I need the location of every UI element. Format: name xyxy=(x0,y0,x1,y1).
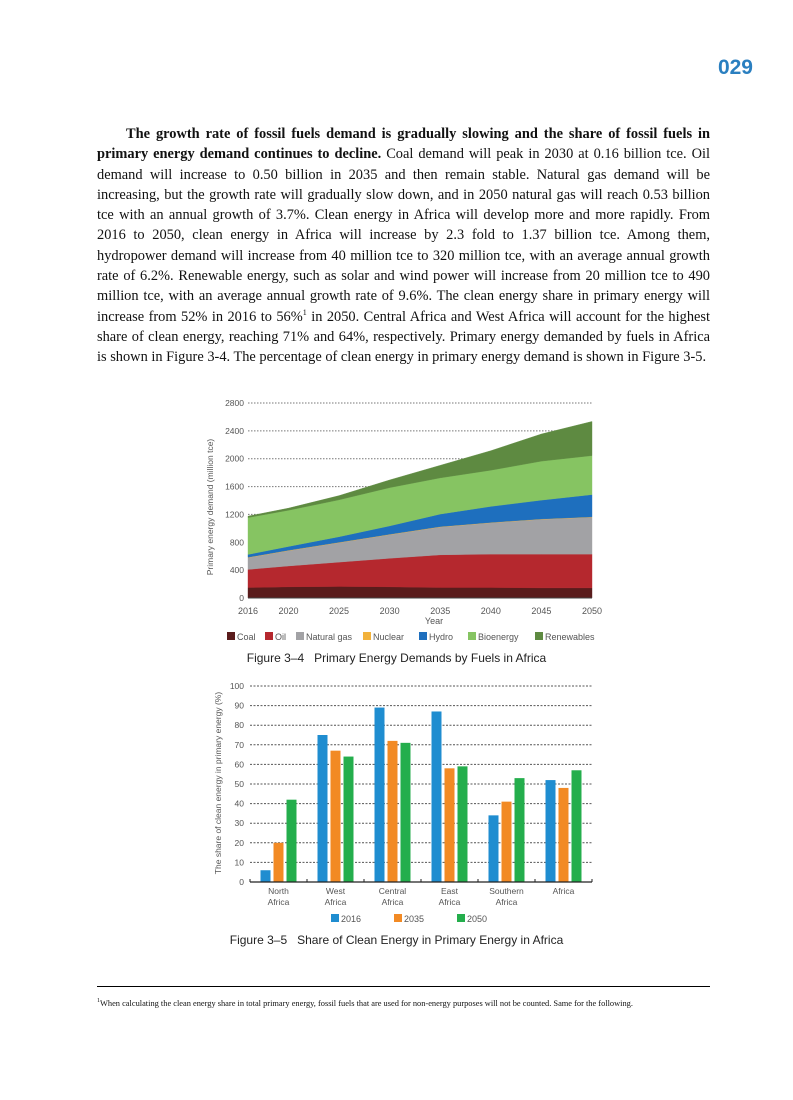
area-y-tick-label: 800 xyxy=(229,537,244,548)
legend-item-oil xyxy=(265,632,286,642)
bar-group-africa xyxy=(546,770,582,882)
legend-item-2035 xyxy=(394,914,424,924)
area-chart-y-ticks xyxy=(225,398,244,603)
bar-2016 xyxy=(375,708,385,882)
bar-2035 xyxy=(388,741,398,882)
bar-y-tick-label: 10 xyxy=(234,857,244,868)
legend-swatch xyxy=(468,632,476,640)
bar-y-tick-label: 100 xyxy=(229,681,244,691)
bar-y-tick-label: 90 xyxy=(234,700,244,711)
legend-label: Oil xyxy=(275,632,286,642)
bar-2050 xyxy=(401,743,411,882)
legend-label: Nuclear xyxy=(373,632,405,642)
bar-2035 xyxy=(274,843,284,882)
legend-item-natural-gas xyxy=(296,632,353,642)
legend-label: Bioenergy xyxy=(478,632,519,642)
figure-3-4-caption xyxy=(0,651,793,665)
area-chart-layers xyxy=(248,421,592,598)
bar-y-tick-label: 30 xyxy=(234,818,244,829)
bar-x-tick-line: East xyxy=(440,886,459,896)
area-y-tick-label: 1200 xyxy=(225,509,244,520)
bar-group-southern-africa xyxy=(489,778,525,882)
bar-chart-bars xyxy=(261,708,582,882)
legend-label: 2016 xyxy=(341,914,362,924)
bar-y-tick-label: 80 xyxy=(234,720,244,731)
legend-item-renewables xyxy=(535,632,595,642)
area-chart-x-axis-label: Year xyxy=(424,616,444,626)
bar-2050 xyxy=(287,800,297,882)
footnote xyxy=(97,998,717,1008)
bar-group-north-africa xyxy=(261,800,297,882)
legend-label: Coal xyxy=(237,632,256,642)
legend-item-2050 xyxy=(457,914,487,924)
bar-x-tick-label xyxy=(268,886,290,907)
figure-3-5-number: Figure 3–5 xyxy=(229,933,288,947)
legend-item-coal xyxy=(227,632,256,642)
bar-y-tick-label: 60 xyxy=(234,759,244,770)
legend-item-nuclear xyxy=(363,632,404,642)
bar-x-tick-line: Central xyxy=(378,886,407,896)
figure-3-5-title: Share of Clean Energy in Primary Energy in Africa xyxy=(297,933,564,947)
area-chart-legend xyxy=(227,632,595,642)
legend-swatch xyxy=(265,632,273,640)
legend-item-bioenergy xyxy=(468,632,519,642)
bar-y-tick-label: 40 xyxy=(234,798,244,809)
bar-x-tick-label xyxy=(325,886,347,907)
bar-chart-legend xyxy=(331,914,487,924)
bar-x-tick-line: Africa xyxy=(324,897,347,907)
bar-y-tick-label: 0 xyxy=(239,877,244,887)
bar-x-tick-line: Africa xyxy=(381,897,404,907)
bar-group-central-africa xyxy=(375,708,411,882)
legend-item-2016 xyxy=(331,914,361,924)
area-chart-y-axis-label: Primary energy demand (million tce) xyxy=(205,438,215,576)
footnote-text: When calculating the clean energy share in total primary energy, fossil fuels that are used for non-energy purposes will not be counted. Same for the following. xyxy=(100,998,633,1008)
bar-group-east-africa xyxy=(432,711,468,882)
page-number: 029 xyxy=(717,56,753,79)
bar-chart-x-axis xyxy=(250,879,592,882)
legend-swatch xyxy=(394,914,402,922)
paragraph-text-1: Coal demand will peak in 2030 at 0.16 billion tce. Oil demand will increase to 0.50 billion in 2035 and then remain stable. Natural gas demand will be increasing, but the growth rate will gradually slow down, and in 2050 natural gas will reach 0.53 billion tce with an annual growth of 3.7%. Clean energy in Africa will develop more and more rapidly. From 2016 to 2050, clean energy in Africa will increase by 2.3 fold to 1.37 billion tce. Among them, hydropower demand will increase from 40 million tce to 320 million tce, with an average annual growth rate of 6.2%. Renewable energy, such as solar and wind power will increase from 20 million tce to 490 million tce, with an average annual growth rate of 9.6%. The clean energy share in primary energy will increase from 52% in 2016 to 56% xyxy=(97,146,710,325)
bar-y-tick-label: 70 xyxy=(234,739,244,750)
bar-2050 xyxy=(458,766,468,882)
bar-chart-y-ticks xyxy=(230,681,244,887)
area-y-tick-label: 400 xyxy=(229,565,244,576)
area-x-tick-label: 2050 xyxy=(581,606,603,616)
bar-x-tick-line: West xyxy=(325,886,346,896)
legend-swatch xyxy=(535,632,543,640)
footnote-divider xyxy=(97,986,710,987)
area-y-tick-label: 2000 xyxy=(225,453,244,464)
area-y-tick-label: 0 xyxy=(239,593,244,603)
area-y-tick-label: 2800 xyxy=(225,398,244,408)
area-x-tick-label: 2025 xyxy=(329,606,350,616)
bar-2016 xyxy=(489,815,499,882)
area-x-tick-label: 2035 xyxy=(430,606,451,616)
legend-swatch xyxy=(331,914,339,922)
bar-2035 xyxy=(502,802,512,882)
bar-2035 xyxy=(559,788,569,882)
figure-3-4-number: Figure 3–4 xyxy=(246,651,305,665)
bar-x-tick-line: Africa xyxy=(552,886,575,896)
bar-x-tick-label xyxy=(379,886,407,907)
bar-2050 xyxy=(344,757,354,882)
bar-2035 xyxy=(445,768,455,882)
legend-swatch xyxy=(457,914,465,922)
paragraph-lead: The growth rate of fossil fuels demand is gradually slowing and the share of fossil fuels in primary energy demand continues to decline. xyxy=(97,126,710,163)
bar-2050 xyxy=(572,770,582,882)
bar-x-tick-label xyxy=(553,886,575,896)
legend-label: Renewables xyxy=(545,632,595,642)
bar-group-west-africa xyxy=(318,735,354,882)
bar-y-tick-label: 50 xyxy=(234,779,244,789)
legend-swatch xyxy=(363,632,371,640)
bar-2016 xyxy=(546,780,556,882)
legend-label: 2035 xyxy=(404,914,425,924)
bar-2016 xyxy=(261,870,271,882)
legend-swatch xyxy=(419,632,427,640)
legend-swatch xyxy=(227,632,235,640)
area-x-tick-label: 2020 xyxy=(278,606,299,616)
legend-item-hydro xyxy=(419,632,453,642)
bar-x-tick-label xyxy=(439,886,461,907)
bar-2035 xyxy=(331,751,341,882)
area-layer-coal xyxy=(248,587,592,598)
bar-x-tick-line: Africa xyxy=(495,897,518,907)
area-x-tick-label: 2045 xyxy=(531,606,552,616)
bar-y-tick-label: 20 xyxy=(234,837,244,848)
bar-2050 xyxy=(515,778,525,882)
bar-x-tick-line: North xyxy=(268,886,289,896)
paragraph-text-2: in 2050. Central Africa and West Africa will account for the highest share of clean energy, reaching 71% and 64%, respectively. Primary energy demanded by fuels in Africa is shown in Figure 3-4. The percentage of clean energy in primary energy demand is shown in Figure 3-5. xyxy=(97,308,710,366)
bar-x-tick-label xyxy=(489,886,524,907)
bar-chart-y-axis-label: The share of clean energy in primary energy (%) xyxy=(213,691,223,875)
legend-swatch xyxy=(296,632,304,640)
area-x-tick-label: 2016 xyxy=(237,606,259,616)
area-y-tick-label: 2400 xyxy=(225,425,244,436)
bar-chart xyxy=(0,670,793,930)
legend-label: Hydro xyxy=(429,632,454,642)
figure-3-5-caption xyxy=(0,933,793,947)
bar-chart-x-ticks xyxy=(268,886,575,907)
area-x-tick-label: 2040 xyxy=(480,606,501,616)
legend-label: 2050 xyxy=(467,914,488,924)
bar-chart-gridlines xyxy=(250,686,592,862)
area-chart-x-ticks xyxy=(238,606,602,616)
footnote-reference[interactable]: 1 xyxy=(302,307,307,317)
bar-x-tick-line: Africa xyxy=(438,897,461,907)
footnote-marker: 1 xyxy=(97,998,100,1004)
bar-x-tick-line: Southern xyxy=(489,886,524,896)
area-y-tick-label: 1600 xyxy=(225,481,244,492)
legend-label: Natural gas xyxy=(306,632,353,642)
bar-2016 xyxy=(432,711,442,882)
bar-2016 xyxy=(318,735,328,882)
bar-x-tick-line: Africa xyxy=(267,897,290,907)
area-x-tick-label: 2030 xyxy=(379,606,400,616)
figure-3-4-title: Primary Energy Demands by Fuels in Africa xyxy=(314,651,547,665)
